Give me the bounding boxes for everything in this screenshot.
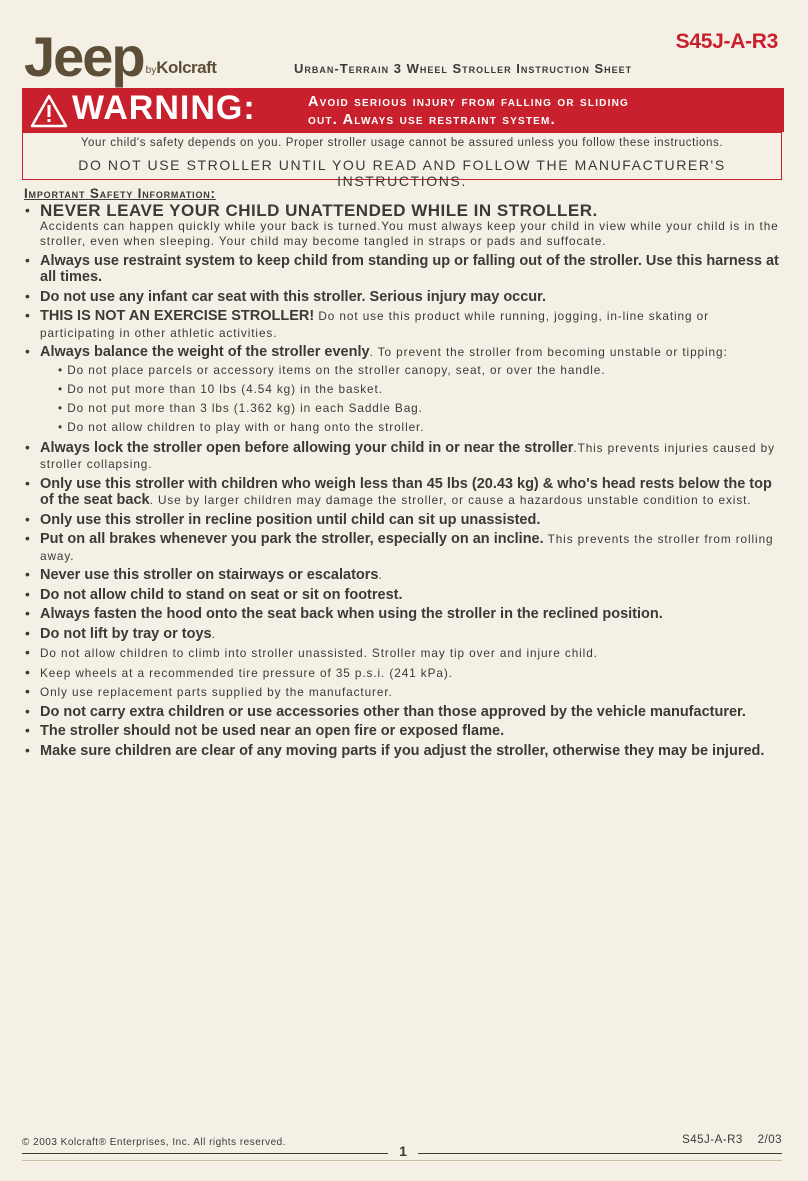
bullet-icon: • [25, 624, 30, 641]
bullet-icon: • [25, 510, 30, 527]
warning-message-line1: Avoid serious injury from falling or sliding [308, 94, 629, 110]
bullet-icon: • [25, 722, 30, 738]
bullet-icon: • [25, 644, 30, 660]
item-bold: Always fasten the hood onto the seat back when using the stroller in the reclined position. [40, 606, 663, 622]
warning-triangle-icon [30, 94, 68, 128]
item-text: . To prevent the stroller from becoming unstable or tipping: [369, 345, 728, 359]
warning-banner [22, 88, 784, 132]
page-number: 1 [399, 1143, 407, 1159]
item-bold: Never use this stroller on stairways or escalators [40, 567, 379, 583]
item-text: .This prevents injuries caused by stroller collapsing. [40, 440, 775, 471]
list-item [24, 567, 780, 584]
item-text: Only use replacement parts supplied by the manufacturer. [40, 685, 393, 699]
item-text: . Use by larger children may damage the stroller, or cause a hazardous unstable condition to exist. [149, 493, 752, 507]
item-bold: Do not lift by tray or toys [40, 625, 212, 642]
bullet-icon: • [25, 566, 30, 582]
bullet-icon: • [25, 741, 30, 758]
sub-item: • Do not put more than 3 lbs (1.362 kg) in each Saddle Bag. [58, 400, 423, 415]
warning-message [308, 93, 778, 129]
model-code: S45J-A-R3 [675, 30, 778, 53]
item-text: Keep wheels at a recommended tire pressure of 35 p.s.i. (241 kPa). [40, 665, 453, 680]
list-item [24, 308, 780, 341]
item-bold: THIS IS NOT AN EXERCISE STROLLER! [40, 308, 315, 324]
list-item [24, 203, 780, 250]
bullet-icon: • [25, 530, 30, 546]
footer-bottom-rule [22, 1160, 782, 1161]
item-bold: NEVER LEAVE YOUR CHILD UNATTENDED WHILE IN STROLLER. [40, 201, 598, 220]
bullet-icon: • [25, 287, 30, 304]
item-text: This prevents the stroller from rolling away. [40, 532, 774, 563]
item-bold: Do not use any infant car seat with this stroller. Serious injury may occur. [40, 288, 547, 305]
notice-line1: Your child's safety depends on you. Proper stroller usage cannot be assured unless you follow these instructions. [80, 137, 724, 149]
list-item [24, 587, 780, 604]
item-bold: Do not carry extra children or use accessories other than those approved by the vehicle manufacturer. [40, 703, 746, 720]
footer-model-code: S45J-A-R3 [682, 1134, 743, 1146]
warning-word: WARNING: [72, 89, 256, 127]
list-item [24, 253, 780, 286]
item-bold: Make sure children are clear of any moving parts if you adjust the stroller, otherwise they may be injured. [40, 742, 765, 759]
section-heading: Important Safety Information: [24, 186, 216, 201]
footer-divider-right [418, 1153, 782, 1154]
bullet-icon: • [25, 202, 30, 218]
bullet-icon: • [25, 605, 30, 621]
list-item [24, 704, 780, 721]
footer-date: 2/03 [757, 1134, 782, 1146]
sub-item: • Do not place parcels or accessory items on the stroller canopy, seat, or over the handle. [58, 362, 606, 377]
bullet-icon: • [25, 474, 30, 491]
item-bold: Do not allow child to stand on seat or sit on footrest. [40, 586, 403, 603]
sheet-title: Urban-Terrain 3 Wheel Stroller Instruction Sheet [294, 61, 633, 76]
logo-jeep-text: Jeep [24, 25, 144, 88]
item-bold: Always balance the weight of the stroller evenly [40, 344, 370, 360]
list-item [24, 723, 780, 740]
list-item [24, 289, 780, 306]
item-bold: Always use restraint system to keep child from standing up or falling out of the stroller. Use this harness at all times. [40, 252, 779, 285]
copyright-notice: © 2003 Kolcraft® Enterprises, Inc. All rights reserved. [22, 1137, 287, 1148]
bullet-icon: • [25, 702, 30, 719]
list-item [24, 645, 780, 662]
list-item [24, 512, 780, 529]
list-item [24, 626, 780, 643]
footer-divider-left [22, 1153, 388, 1154]
item-bold: Only use this stroller in recline position until child can sit up unassisted. [40, 511, 541, 528]
item-text: Do not allow children to climb into stroller unassisted. Stroller may tip over and injure child. [40, 646, 598, 660]
bullet-icon: • [25, 251, 30, 268]
item-text: . [211, 626, 216, 641]
list-item [24, 684, 780, 701]
bullet-icon: • [25, 585, 30, 602]
list-item [24, 665, 780, 682]
list-item [24, 440, 780, 473]
list-item [24, 531, 780, 564]
item-bold: Always lock the stroller open before allowing your child in or near the stroller [40, 439, 574, 456]
bullet-icon: • [25, 343, 30, 359]
safety-notice-box [22, 132, 782, 189]
item-bold: Put on all brakes whenever you park the stroller, especially on an incline. [40, 531, 544, 547]
bullet-icon: • [25, 663, 30, 680]
bullet-icon: • [25, 307, 30, 323]
logo-kolcraft-text: Kolcraft [156, 58, 217, 77]
safety-content [24, 186, 780, 762]
bullet-icon: • [25, 683, 30, 699]
list-item [24, 743, 780, 760]
warning-message-line2: out. Always use restraint system. [308, 112, 556, 128]
item-text: Accidents can happen quickly while your back is turned.You must always keep your child in view while your child is in the stroller, even when sleeping. Your child may become tangled in straps or pads and suffocate. [40, 218, 779, 248]
item-text: Do not use this product while running, jogging, in-line skating or participating in other athletic activities. [40, 309, 709, 340]
jeep-kolcraft-logo [24, 26, 216, 88]
logo-by-text: by [145, 65, 157, 76]
item-bold: Only use this stroller with children who weigh less than 45 lbs (20.43 kg) & who's head rests below the top of the seat back [40, 475, 772, 508]
sub-item: • Do not put more than 10 lbs (4.54 kg) in the basket. [58, 381, 383, 396]
item-bold: The stroller should not be used near an open fire or exposed flame. [40, 723, 505, 739]
item-text: . [378, 568, 383, 582]
sub-item: • Do not allow children to play with or hang onto the stroller. [58, 419, 425, 434]
bullet-icon: • [25, 438, 30, 455]
footer-code [682, 1134, 782, 1146]
list-item [24, 476, 780, 509]
list-item [24, 344, 780, 437]
list-item [24, 606, 780, 623]
notice-line2: DO NOT USE STROLLER UNTIL YOU READ AND FOLLOW THE MANUFACTURER'S INSTRUCTIONS. [78, 157, 726, 189]
